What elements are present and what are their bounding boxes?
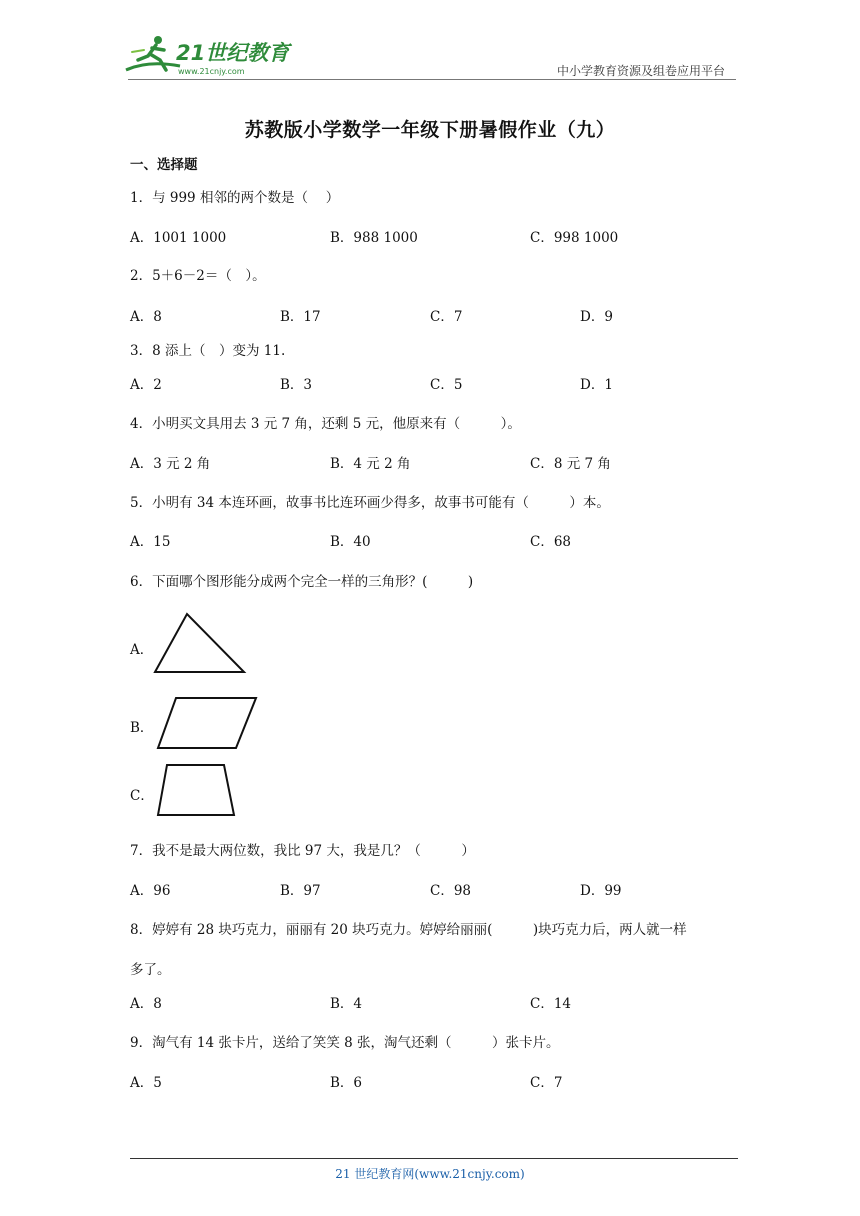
question-9: 9．淘气有 14 张卡片，送给了笑笑 8 张，淘气还剩（ ）张卡片。 (130, 1035, 560, 1051)
triangle-shape[interactable] (152, 610, 248, 676)
header-platform-text: 中小学教育资源及组卷应用平台 (556, 64, 725, 78)
question-2: 2．5＋6－2＝（ ）。 (130, 268, 266, 284)
q8-option-b[interactable]: B．4 (330, 996, 363, 1012)
q3-option-b[interactable]: B．3 (280, 377, 313, 393)
question-6: 6．下面哪个图形能分成两个完全一样的三角形？( ) (130, 574, 474, 590)
q9-option-c[interactable]: C．7 (530, 1075, 563, 1091)
q4-option-c[interactable]: C．8 元 7 角 (530, 456, 611, 472)
question-1: 1．与 999 相邻的两个数是（ ） (130, 190, 340, 206)
q3-option-a[interactable]: A．2 (130, 377, 162, 393)
q8-option-c[interactable]: C．14 (530, 996, 572, 1012)
page-title: 苏教版小学数学一年级下册暑假作业（九） (244, 119, 616, 141)
q6-option-a[interactable]: A． (130, 642, 154, 658)
site-logo (118, 30, 298, 82)
q1-option-a[interactable]: A．1001 1000 (130, 230, 227, 246)
q9-option-b[interactable]: B．6 (330, 1075, 363, 1091)
q2-option-b[interactable]: B．17 (280, 309, 321, 325)
q2-option-c[interactable]: C．7 (430, 309, 463, 325)
section-heading: 一、选择题 (130, 157, 198, 173)
footer-link[interactable]: 21 世纪教育网(www.21cnjy.com) (335, 1167, 525, 1181)
q7-option-d[interactable]: D．99 (580, 883, 622, 899)
q6-option-c[interactable]: C． (130, 788, 154, 804)
q1-option-c[interactable]: C．998 1000 (530, 230, 619, 246)
q2-option-a[interactable]: A．8 (130, 309, 162, 325)
question-8-continued: 多了。 (130, 962, 171, 978)
logo-url: www.21cnjy.com (178, 67, 245, 76)
q2-option-d[interactable]: D．9 (580, 309, 613, 325)
q7-option-c[interactable]: C．98 (430, 883, 472, 899)
q7-option-a[interactable]: A．96 (130, 883, 171, 899)
header-divider (128, 79, 736, 80)
question-3: 3．8 添上（ ）变为 11. (130, 343, 286, 359)
parallelogram-shape[interactable] (154, 694, 260, 752)
footer-divider (130, 1158, 738, 1159)
logo-text: 21世纪教育 (176, 41, 290, 65)
q1-option-b[interactable]: B．988 1000 (330, 230, 418, 246)
q9-option-a[interactable]: A．5 (130, 1075, 162, 1091)
q8-option-a[interactable]: A．8 (130, 996, 162, 1012)
trapezoid-shape[interactable] (154, 761, 238, 819)
runner-icon (126, 36, 180, 70)
question-7: 7．我不是最大两位数，我比 97 大，我是几？（ ） (130, 843, 475, 859)
q3-option-d[interactable]: D．1 (580, 377, 613, 393)
q5-option-b[interactable]: B．40 (330, 534, 371, 550)
q4-option-b[interactable]: B．4 元 2 角 (330, 456, 411, 472)
q3-option-c[interactable]: C．5 (430, 377, 463, 393)
q6-option-b[interactable]: B． (130, 720, 154, 736)
q7-option-b[interactable]: B．97 (280, 883, 321, 899)
question-8: 8．婷婷有 28 块巧克力，丽丽有 20 块巧克力。婷婷给丽丽( )块巧克力后，两人就一样 (130, 922, 687, 938)
question-4: 4．小明买文具用去 3 元 7 角，还剩 5 元，他原来有（ ）。 (130, 416, 521, 432)
q5-option-c[interactable]: C．68 (530, 534, 572, 550)
q4-option-a[interactable]: A．3 元 2 角 (130, 456, 211, 472)
question-5: 5．小明有 34 本连环画，故事书比连环画少得多，故事书可能有（ ）本。 (130, 495, 610, 511)
q5-option-a[interactable]: A．15 (130, 534, 171, 550)
